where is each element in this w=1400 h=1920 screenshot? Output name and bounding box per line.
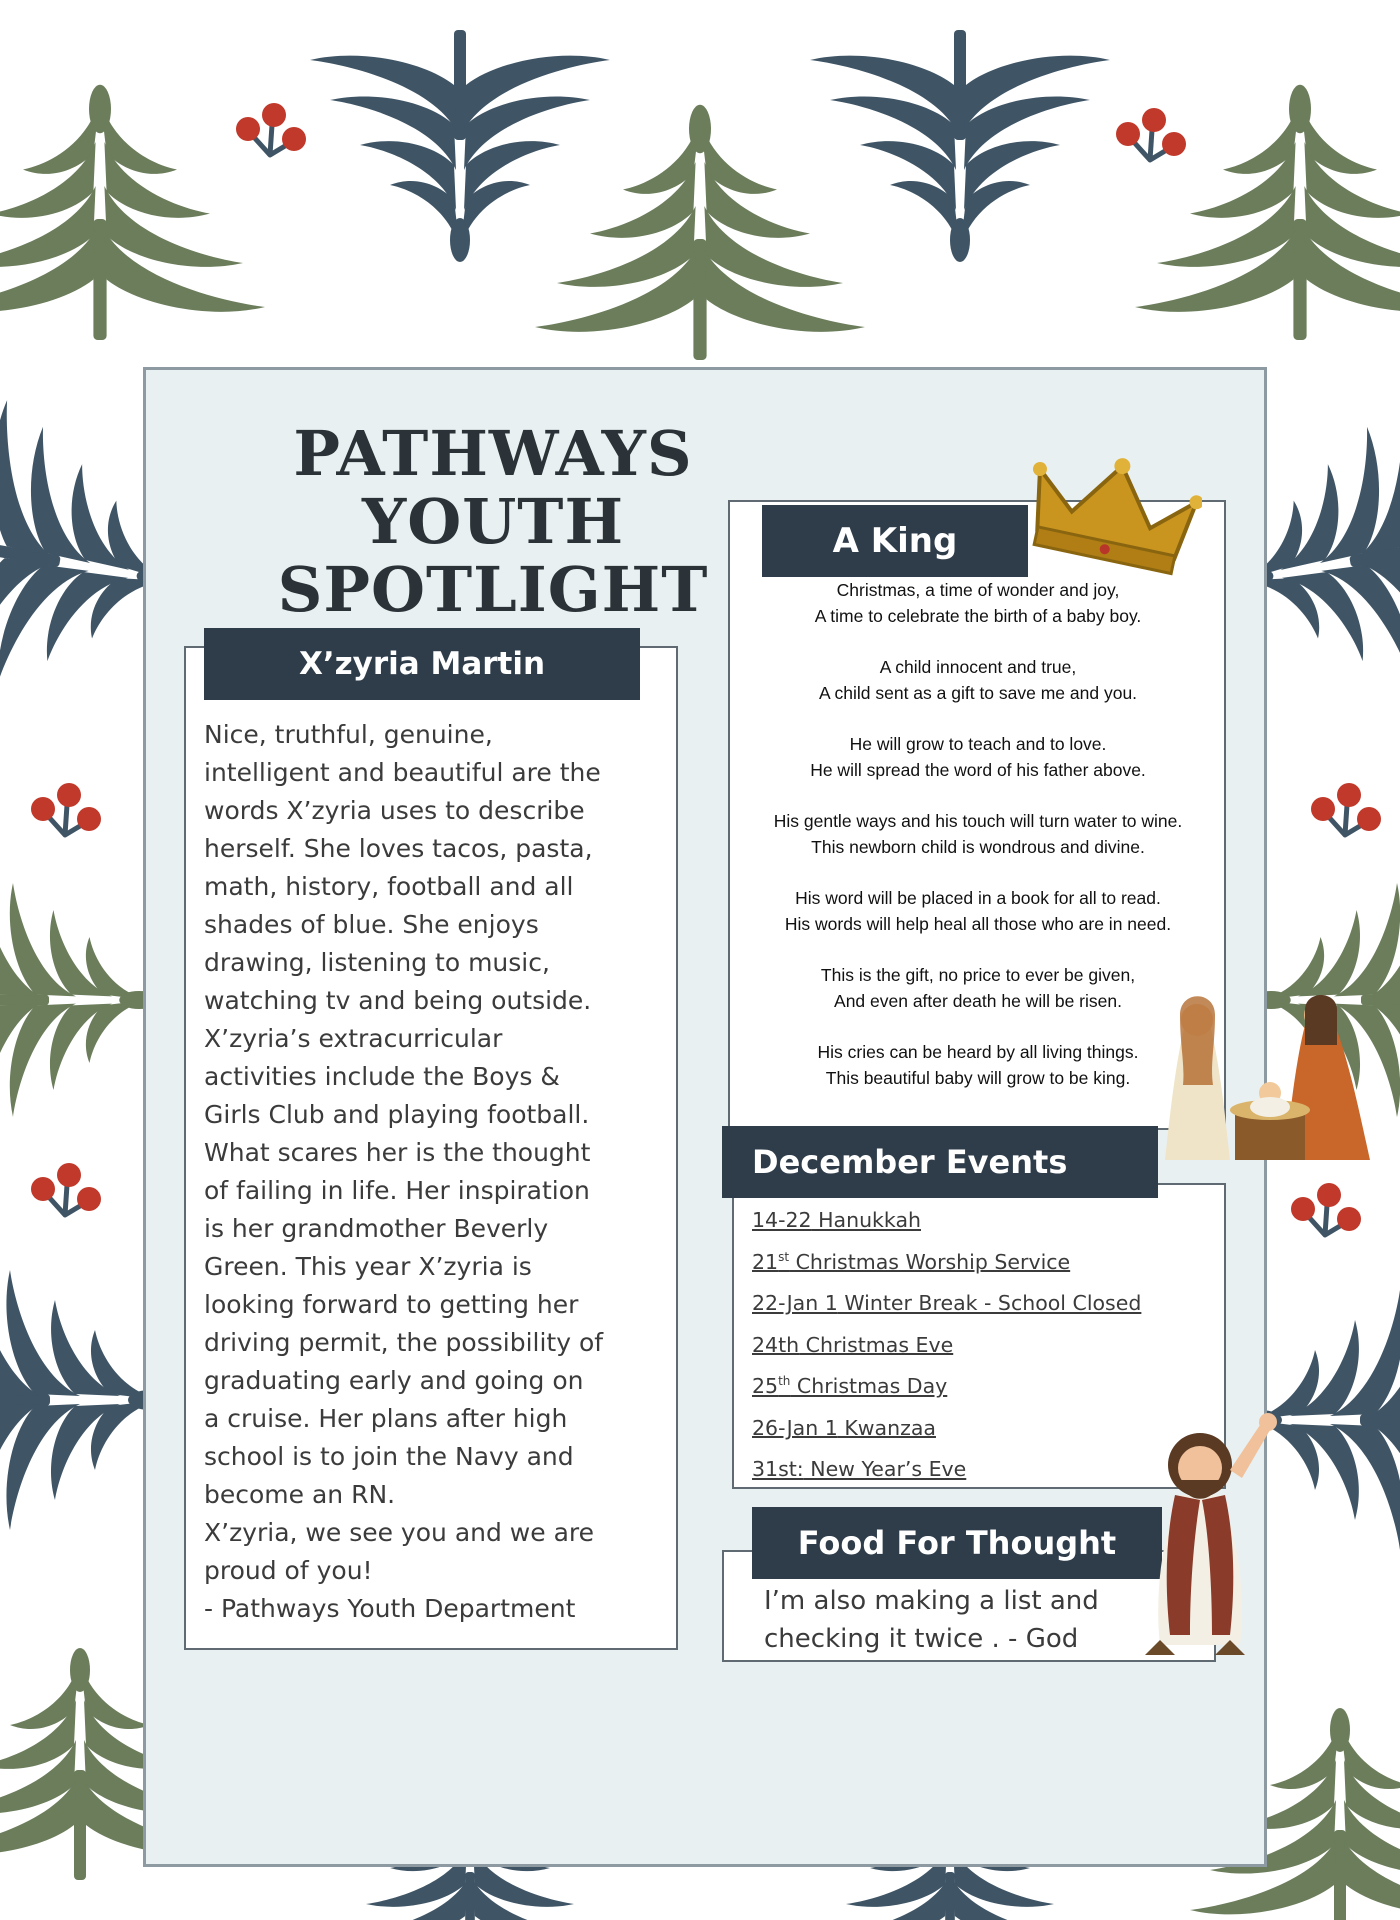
event-item: 26-Jan 1 Kwanzaa [752, 1415, 936, 1440]
food-for-thought-header [752, 1507, 1162, 1579]
event-item: 21st Christmas Worship Service [752, 1249, 1071, 1274]
food-for-thought-line-1: I’m also making a list and [764, 1586, 1099, 1616]
title-line-1: PATHWAYS YOUTH [293, 417, 693, 558]
spotlight-name: X’zyria Martin [298, 646, 546, 682]
event-item: 31st: New Year’s Eve [752, 1456, 967, 1481]
poem-text [728, 577, 1228, 1116]
poem-title: A King [832, 521, 958, 561]
cartoon-jesus-illustration [1120, 1400, 1290, 1660]
food-for-thought-text [764, 1582, 1144, 1658]
poem-stanza: He will grow to teach and to love. He will spread the word of his father above. [810, 734, 1146, 780]
spotlight-bio: Nice, truthful, genuine, intelligent and beautiful are the words X’zyria uses to describe herself. She loves tacos, pasta, math, history, football and all shades of blue. She enjoys drawing, listening to music, watching tv and being outside. X’zyria’s extracurricular activities include the Boys & Girls Club and playing football. What scares her is the thought of failing in life. Her inspiration is her grandmother Beverly Green. This year X’zyria is looking forward to getting her driving permit, the possibility of graduating early and going on a cruise. Her plans after high school is to join the Navy and become an RN. X’zyria, we see you and we are proud of you! - Pathways Youth Department [204, 720, 604, 1623]
title-line-2: SPOTLIGHT [277, 553, 709, 626]
event-item: 25th Christmas Day [752, 1373, 948, 1398]
poem-title-header [762, 505, 1028, 577]
events-title: December Events [752, 1143, 1068, 1181]
spotlight-name-header [204, 628, 640, 700]
poem-stanza: This is the gift, no price to ever be given, And even after death he will be risen. [820, 965, 1136, 1011]
crown-icon [1022, 450, 1202, 580]
poem-stanza: A child innocent and true, A child sent as a gift to save me and you. [818, 657, 1138, 703]
poem-stanza: Christmas, a time of wonder and joy, A time to celebrate the birth of a baby boy. [814, 580, 1142, 626]
poem-stanza: His cries can be heard by all living things. This beautiful baby will grow to be king. [817, 1042, 1139, 1088]
nativity-illustration [1155, 985, 1385, 1170]
food-for-thought-line-2: checking it twice . - God [764, 1624, 1079, 1654]
food-for-thought-title: Food For Thought [797, 1524, 1117, 1562]
poem-stanza: His word will be placed in a book for all to read. His words will help heal all those who are in need. [784, 888, 1172, 934]
poem-stanza: His gentle ways and his touch will turn water to wine. This newborn child is wondrous and divine. [773, 811, 1183, 857]
event-item: 24th Christmas Eve [752, 1332, 954, 1357]
event-item: 22-Jan 1 Winter Break - School Closed [752, 1290, 1142, 1315]
event-item: 14-22 Hanukkah [752, 1207, 921, 1232]
events-title-header [722, 1126, 1158, 1198]
